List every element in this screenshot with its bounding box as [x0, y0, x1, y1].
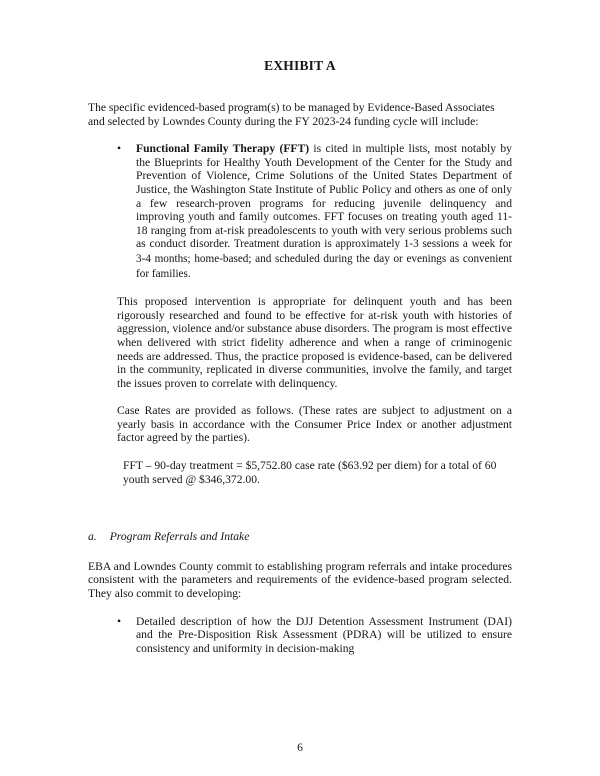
dai-bullet-paragraph: Detailed description of how the DJJ Detention Assessment Instrument (DAI) and the Pre-Disposition Risk Assessment (PDRA) will be utilized to ensure consistency and uniformity in decision-making: [136, 614, 512, 655]
fft-bullet-paragraph: [136, 142, 512, 281]
section-heading-marker: a.: [88, 530, 97, 544]
intro-paragraph: The specific evidenced-based program(s) to be managed by Evidence-Based Associates and selected by Lowndes County during the FY 2023-24 funding cycle will include:: [88, 101, 495, 128]
bullet-marker: •: [117, 614, 122, 628]
bullet-marker: •: [117, 142, 122, 156]
fft-bullet-tail: Treatment duration is approximately 1-3 sessions a week for 3-4 months; home-based; and scheduled during the day or evenings as convenient for families.: [136, 238, 512, 280]
fft-bold-lead: Functional Family Therapy (FFT): [136, 142, 310, 156]
section-heading-label: Program Referrals and Intake: [109, 530, 250, 544]
section-heading: [88, 530, 512, 544]
fft-bullet-body: is cited in multiple lists, most notably by the Blueprints for Healthy Youth Development of the Center for the Study and Prevention of Violence, Crime Solutions of the United States Department of Justice, the Washington State Institute of Public Policy and others as one of only a few research-proven programs for reducing juvenile delinquency and improving youth and family outcomes. FFT focuses on treating youth aged 11-18 ranging from at-risk preadolescents to youth with very serious problems such as conduct disorder.: [136, 142, 512, 251]
fft-rate-line: FFT – 90-day treatment = $5,752.80 case rate ($63.92 per diem) for a total of 60 youth served @ $346,372.00.: [123, 459, 497, 486]
eba-paragraph: EBA and Lowndes County commit to establishing program referrals and intake procedures consistent with the parameters and requirements of the evidence-based program selected. They also commit to developing:: [88, 559, 512, 601]
intervention-paragraph: This proposed intervention is appropriate for delinquent youth and has been rigorously researched and found to be effective for at-risk youth with histories of aggression, violence and/or substance abuse disorders. The program is most effective when delivered with strict fidelity adherence and when a range of criminogenic needs are addressed. Thus, the practice proposed is evidence-based, can be delivered in the community, replicated in diverse communities, involve the family, and target the issues proven to correlate with delinquency.: [117, 295, 512, 390]
page-number: 6: [297, 741, 303, 754]
case-rates-paragraph: Case Rates are provided as follows. (These rates are subject to adjustment on a yearly basis in accordance with the Consumer Price Index or another adjustment factor agreed by the parties).: [117, 404, 512, 445]
page-title: EXHIBIT A: [264, 58, 336, 73]
dai-bullet-item: [88, 615, 512, 656]
fft-bullet-item: [88, 142, 512, 281]
